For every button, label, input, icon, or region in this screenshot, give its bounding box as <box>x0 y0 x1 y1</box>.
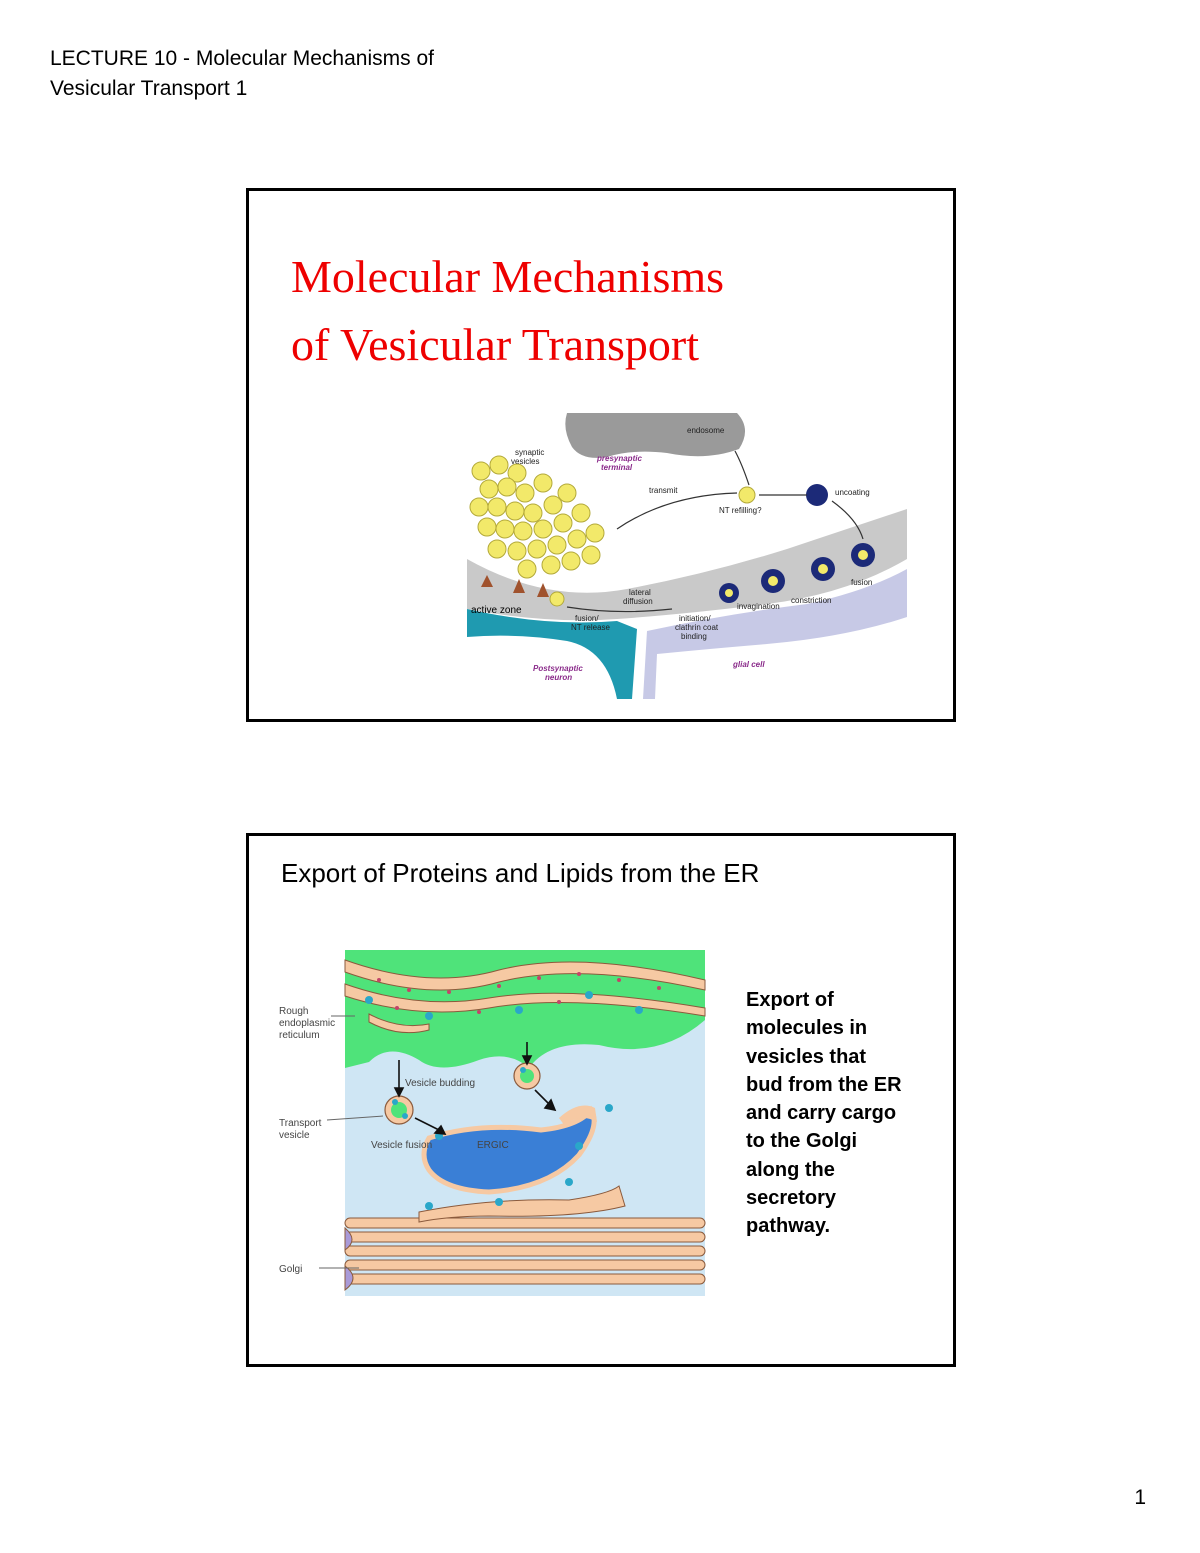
slide-1 <box>246 188 956 722</box>
label-rough-1: Rough <box>279 1006 309 1017</box>
label-rough-3: reticulum <box>279 1030 320 1041</box>
label-constriction: constriction <box>791 596 832 605</box>
label-synaptic-2: vesicles <box>511 457 540 466</box>
label-uncoating: uncoating <box>835 488 870 497</box>
label-endosome: endosome <box>687 426 725 435</box>
label-lateral-2: diffusion <box>623 597 653 606</box>
label-nt-refilling: NT refilling? <box>719 506 762 515</box>
label-presynaptic-2: terminal <box>601 463 633 472</box>
slide-1-title-line-1: Molecular Mechanisms <box>291 251 725 302</box>
synapse-vesicle-cycle-figure <box>467 409 907 699</box>
refilling-vesicle <box>739 487 755 503</box>
label-active-zone: active zone <box>471 605 522 616</box>
label-vesicle-budding: Vesicle budding <box>405 1078 476 1089</box>
postsynaptic-neuron-shape <box>467 609 637 699</box>
label-transmit: transmit <box>649 486 678 495</box>
document-header <box>50 44 434 104</box>
slide-2-caption: Export of molecules in vesicles that bud from the ER and carry cargo to the Golgi along the secretory pathway. <box>746 989 902 1238</box>
label-postsynaptic-1: Postsynaptic <box>533 664 583 673</box>
label-glial-cell: glial cell <box>733 660 765 669</box>
label-initiation-3: binding <box>681 632 707 641</box>
label-transport-1: Transport <box>279 1118 322 1129</box>
label-fusion: fusion <box>851 578 873 587</box>
label-postsynaptic-2: neuron <box>545 673 573 682</box>
page-number: 1 <box>1134 1486 1146 1509</box>
label-transport-2: vesicle <box>279 1130 310 1141</box>
label-ergic: ERGIC <box>477 1140 509 1151</box>
label-fusion-release-1: fusion/ <box>575 614 599 623</box>
label-lateral-1: lateral <box>629 588 651 597</box>
slide-1-title-line-2: of Vesicular Transport <box>291 319 700 370</box>
label-rough-2: endoplasmic <box>279 1018 336 1029</box>
label-initiation-2: clathrin coat <box>675 623 719 632</box>
label-vesicle-fusion: Vesicle fusion <box>371 1140 433 1151</box>
label-invagination: invagination <box>737 602 780 611</box>
label-initiation-1: initiation/ <box>679 614 711 623</box>
label-golgi: Golgi <box>279 1264 303 1275</box>
label-synaptic-1: synaptic <box>515 448 545 457</box>
header-line-2: Vesicular Transport 1 <box>50 77 248 100</box>
label-fusion-release-2: NT release <box>571 623 610 632</box>
er-export-figure <box>279 950 709 1296</box>
header-line-1: LECTURE 10 - Molecular Mechanisms of <box>50 47 434 70</box>
endosome-shape <box>565 413 745 458</box>
slide-2-title: Export of Proteins and Lipids from the ER <box>281 858 760 888</box>
label-presynaptic-1: presynaptic <box>597 454 642 463</box>
slide-1-title <box>291 243 724 379</box>
slide-2 <box>246 833 956 1367</box>
